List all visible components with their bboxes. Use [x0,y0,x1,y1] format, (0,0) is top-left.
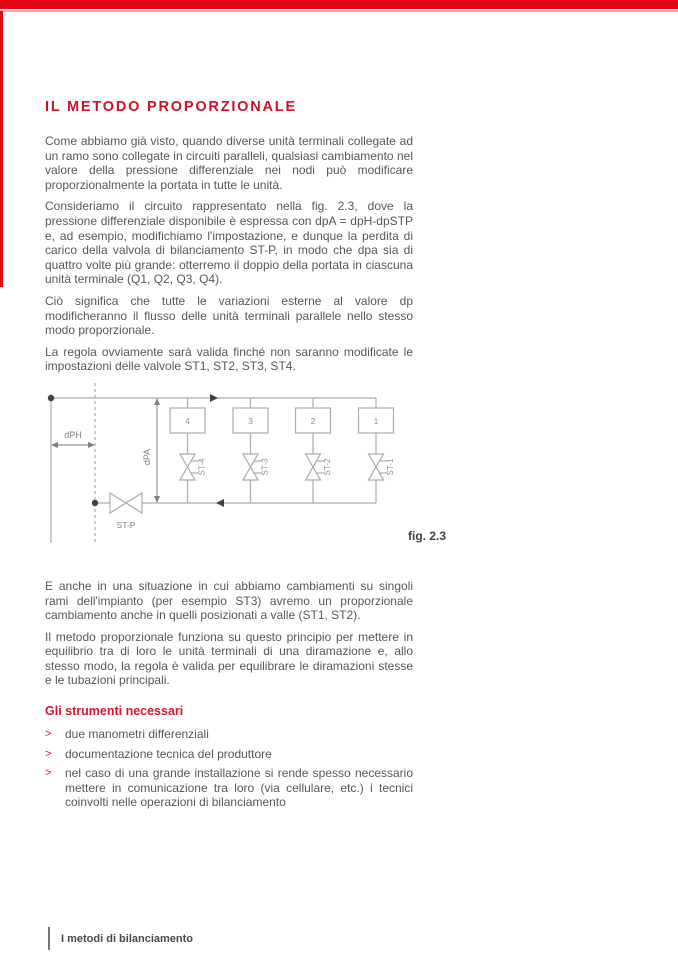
bullet-marker-icon: > [45,728,52,741]
branch-unit-1 [359,398,396,503]
valve-icon [243,454,258,480]
branch-unit-3 [233,398,270,503]
top-red-bar [0,0,678,9]
valve-label: ST-4 [197,458,207,476]
dpa-arrowhead-bottom-icon [154,496,160,503]
dph-arrowhead-left-icon [51,442,58,448]
bullet-marker-icon: > [45,747,52,760]
bullet-text: nel caso di una grande installazione si rende spesso necessario mettere in comunicazione tra loro (via cellulare, etc.) i tecnici coinvolti nelle operazioni di bilanciamento [65,766,413,810]
paragraph-2: Consideriamo il circuito rappresentato nella fig. 2.3, dove la pressione differenziale disponibile è espressa con dpA = dpH-dpSTP e, ad esempio, modifichiamo l'impostazione, e dunque la perdita di carico della valvola di bilanciamento ST-P, in modo che dpa sia di quattro volte più grande: otterremo il doppio della portata in ciascuna unità terminale (Q1, Q2, Q3, Q4). [45,199,413,287]
page-title: IL METODO PROPORZIONALE [45,99,297,115]
hydraulic-circuit-diagram [40,381,470,557]
paragraph-4: La regola ovviamente sarà valida finché non saranno modificate le impostazioni delle valvole ST1, ST2, ST3, ST4. [45,344,413,374]
flow-arrow-left-icon [216,499,224,507]
dph-arrowhead-right-icon [88,442,95,448]
bullet-text: documentazione tecnica del produttore [65,746,272,761]
figure-2-3 [40,381,470,557]
footer-rule [48,927,50,950]
valve-icon [180,454,195,480]
list-item [45,747,413,762]
stp-valve-label: ST-P [116,519,136,530]
dpa-arrowhead-top-icon [154,398,160,405]
top-red-bar-accent [0,10,678,12]
valve-icon [369,454,384,480]
unit-number: 2 [310,415,316,426]
dpa-label: dPA [142,448,152,466]
footer-chapter-title: I metodi di bilanciamento [61,933,194,945]
unit-number: 1 [373,415,379,426]
list-item [45,727,413,742]
list-item [45,766,413,810]
paragraph-5: E anche in una situazione in cui abbiamo cambiamenti su singoli rami dell'impianto (per esempio ST3) avremo un proporzionale cambiamento anche in quelli posizionati a valle (ST1, ST2). [45,578,413,623]
valve-label: ST-2 [323,458,332,476]
figure-caption: fig. 2.3 [408,528,447,543]
flow-arrow-right-icon [210,394,218,402]
branch-unit-4 [170,398,207,503]
valve-label: ST-1 [386,458,395,476]
bullet-marker-icon: > [45,767,52,780]
dph-label: dPH [64,429,82,440]
bullet-text: due manometri differenziali [65,727,209,742]
valve-icon [306,454,321,480]
stp-valve-icon [110,493,142,513]
bottom-node-dot [92,500,98,506]
unit-number: 4 [185,415,190,426]
tools-heading: Gli strumenti necessari [45,704,184,719]
top-node-dot [48,395,54,401]
unit-number: 3 [248,415,253,426]
left-red-edge-line [0,11,3,287]
article-body [45,99,447,815]
paragraph-1: Come abbiamo già visto, quando diverse unità terminali collegate ad un ramo sono collegate in circuiti paralleli, qualsiasi cambiamento nel valore della pressione differenziale nei nodi può modificare proporzionalmente la portata in tutte le unità. [45,134,413,192]
valve-label: ST-3 [260,458,270,476]
branch-unit-2 [296,398,333,503]
paragraph-6: Il metodo proporzionale funziona su questo principio per mettere in equilibrio tra di loro le unità terminali di una diramazione e, allo stesso modo, la regola è valida per equilibrare le diramazioni stesse e le tubazioni principali. [45,629,413,688]
paragraph-3: Ciò significa che tutte le variazioni esterne al valore dp modificheranno il flusso delle unità terminali parallele nello stesso modo proporzionale. [45,293,413,338]
